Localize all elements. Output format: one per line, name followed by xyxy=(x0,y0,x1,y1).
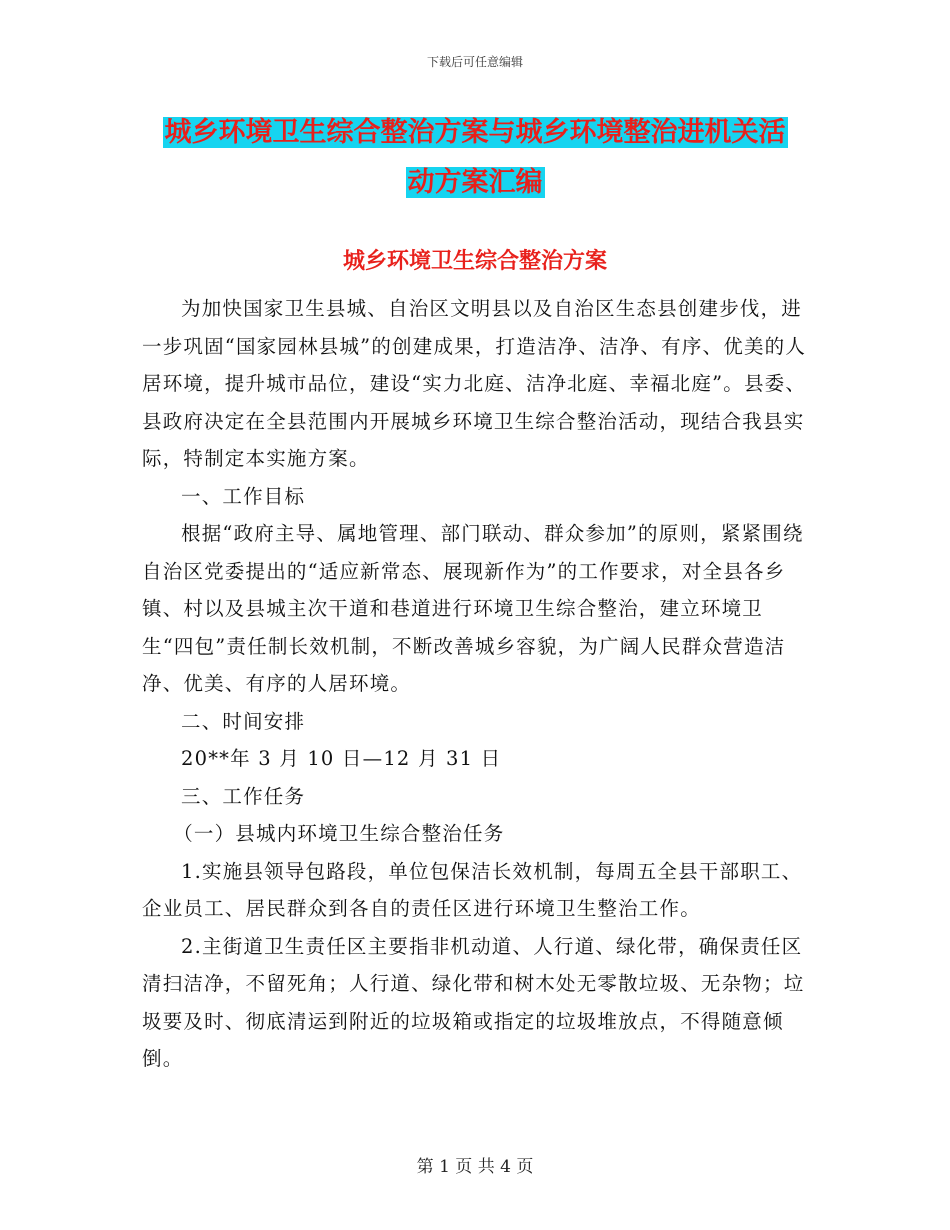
document-title-line2: 动方案汇编 xyxy=(407,167,543,198)
heading-work-goals: 一、工作目标 xyxy=(181,484,306,508)
document-body xyxy=(142,290,812,1078)
document-title-line1: 城乡环境卫生综合整治方案与城乡环境整治进机关活 xyxy=(164,117,786,148)
heading-schedule: 二、时间安排 xyxy=(181,709,306,733)
document-title xyxy=(150,108,800,208)
paragraph-task-2: 2.主街道卫生责任区主要指非机动道、人行道、绿化带，确保责任区清扫洁净，不留死角；人行道、绿化带和树木处无零散垃圾、无杂物；垃圾要及时、彻底清运到附近的垃圾箱或指定的垃圾堆放点，不得随意倾倒。 xyxy=(142,934,805,1070)
header-note: 下载后可任意编辑 xyxy=(426,55,523,69)
paragraph-work-goals: 根据“政府主导、属地管理、部门联动、群众参加”的原则，紧紧围绕自治区党委提出的“适应新常态、展现新作为”的工作要求，对全县各乡镇、村以及县城主次干道和巷道进行环境卫生综合整治，建立环境卫生“四包”责任制长效机制，不断改善城乡容貌，为广阔人民群众营造洁净、优美、有序的人居环境。 xyxy=(142,522,804,695)
paragraph-task-1: 1.实施县领导包路段，单位包保洁长效机制，每周五全县干部职工、企业员工、居民群众到各自的责任区进行环境卫生整治工作。 xyxy=(142,859,803,920)
section-title: 城乡环境卫生综合整治方案 xyxy=(342,248,607,274)
heading-work-tasks: 三、工作任务 xyxy=(181,784,306,808)
page-number-footer: 第 1 页 共 4 页 xyxy=(416,1157,534,1177)
paragraph-intro: 为加快国家卫生县城、自治区文明县以及自治区生态县创建步伐，进一步巩固“国家园林县城”的创建成果，打造洁净、洁净、有序、优美的人居环境，提升城市品位，建设“实力北庭、洁净北庭、幸福北庭”。县委、县政府决定在全县范围内开展城乡环境卫生综合整治活动，现结合我县实际，特制定本实施方案。 xyxy=(142,297,807,470)
paragraph-schedule-dates: 20**年 3 月 10 日—12 月 31 日 xyxy=(181,747,502,770)
subheading-county-tasks: （一）县城内环境卫生综合整治任务 xyxy=(173,822,505,845)
